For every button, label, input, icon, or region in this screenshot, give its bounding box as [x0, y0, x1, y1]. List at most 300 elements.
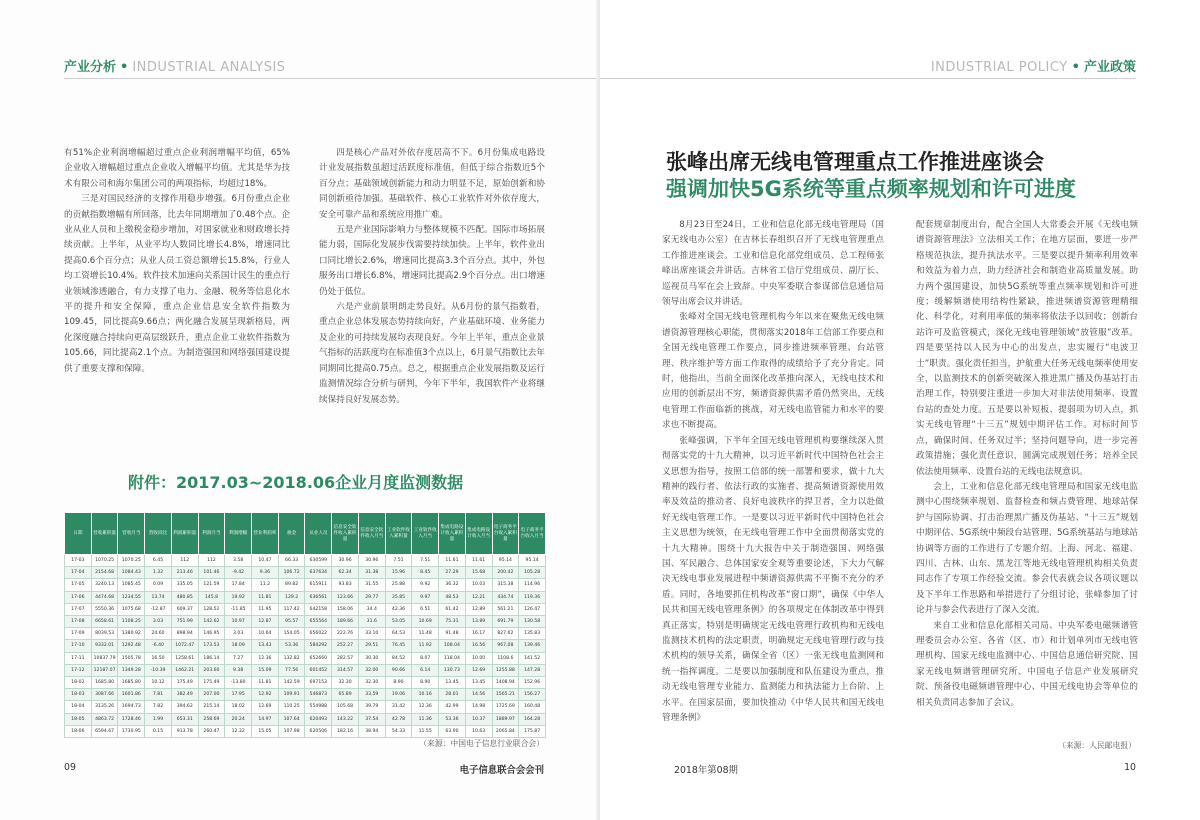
paragraph: 会上，工业和信息化部无线电管理局和国家无线电监测中心围绕频率规划、监督检查和频占费管理、地球站保护与国际协调、打击治理黑广播及伪基站、“十三五”规划中期评估、5G系统中频段台站管理、5G系统基站与地球站协调等方面的工作进行了专题介绍。上海、河北、福建、四川、吉林、山东、黑龙江等地无线电管理机构相关负责同志作了专项工作经验交流。参会代表就会议各项议题以及下半年工作思路和举措进行了分组讨论，张峰参加了讨论并与参会代表进行了深入交流。 [916, 481, 1138, 616]
table-cell: 54.33 [385, 725, 412, 737]
table-cell: 17-08 [65, 616, 92, 628]
table-cell: 6.45 [145, 555, 172, 567]
paragraph: 配套规章制度出台，配合全国人大常委会开展《无线电频谱资源管理法》立法相关工作；在地方层面，要进一步严格规范执法，提升执法水平。三是要以提升频率利用效率和效益为着力点，助力经济社会和制造业高质量发展。助力两个强国建设，加快5G系统等重点频率规划和许可进度；缓解频谱使用结构性紧缺，推进频谱资源管理精细化、科学化，对利用率低的频率将依法予以回收；创新台站许可及监管模式，深化无线电管理领域“放管服”改革。四是要坚持以人民为中心的出发点，忠实履行“电波卫士”职责。强化责任担当，护航重大任务无线电频率使用安全，以监测技术的创新突破深入推进黑广播及伪基站打击治理工作，特别要注重进一步加大对非法使用频率、设置台站的查处力度。五是要以补短板、提弱项为切入点，抓实无线电管理“十三五”规划中期评估工作。对标时间节点，确保时间、任务双过半；坚持问题导向，进一步完善政策措施；强化责任意识，圆满完成规划任务；培养全民依法使用频率、设置台站的无线电法规意识。 [916, 220, 1138, 477]
table-cell: 117.42 [278, 603, 305, 615]
table-cell: 2154.68 [91, 567, 118, 579]
table-cell: 175.49 [171, 677, 198, 689]
table-cell: 7.82 [145, 701, 172, 713]
table-cell: 65.89 [332, 689, 359, 701]
table-cell: 121.59 [198, 579, 225, 591]
table-cell: 898.94 [171, 628, 198, 640]
table-cell: 1505.78 [118, 652, 145, 664]
table-row [65, 591, 546, 603]
table-cell: 13.45 [439, 677, 466, 689]
header-rule [600, 78, 1136, 79]
table-cell: 1694.73 [118, 701, 145, 713]
table-cell: 18-06 [65, 725, 92, 737]
table-cell: 105.28 [519, 567, 546, 579]
table-cell: 1889.97 [492, 713, 519, 725]
table-cell: 12.32 [225, 725, 252, 737]
table-cell: 95.14 [492, 555, 519, 567]
table-cell: 164.28 [519, 713, 546, 725]
table-cell: 13.89 [465, 616, 492, 628]
table-cell: 5550.36 [91, 603, 118, 615]
table-cell: 146.95 [198, 628, 225, 640]
article-subtitle: 强调加快5G系统等重点频率规划和许可进度 [666, 177, 1076, 201]
table-cell: 1725.69 [492, 701, 519, 713]
table-row [65, 677, 546, 689]
table-cell: 12.69 [252, 701, 279, 713]
table-cell: 19.92 [225, 591, 252, 603]
table-cell: 827.62 [492, 628, 519, 640]
table-cell: 2065.84 [492, 725, 519, 737]
table-cell: 584292 [305, 640, 332, 652]
table-cell: 1070.25 [118, 555, 145, 567]
table-cell: 656022 [305, 628, 332, 640]
table-cell: 31.38 [358, 567, 385, 579]
table-cell: 1.32 [145, 567, 172, 579]
table-cell: 11.61 [439, 555, 466, 567]
table-cell: 12.36 [412, 701, 439, 713]
annex-title: 附件：2017.03~2018.06企业月度监测数据 [128, 473, 464, 492]
table-cell: 28.01 [439, 689, 466, 701]
table-cell: 10.00 [465, 652, 492, 664]
table-cell: 141.52 [519, 652, 546, 664]
table-cell: 260.47 [198, 725, 225, 737]
table-cell: 105.68 [332, 701, 359, 713]
table-cell: 13.43 [252, 640, 279, 652]
table-cell: 17.95 [225, 689, 252, 701]
table-cell: 697153 [305, 677, 332, 689]
table-cell: 84.52 [385, 652, 412, 664]
table-cell: 554988 [305, 701, 332, 713]
table-cell: 186.14 [198, 652, 225, 664]
paragraph: 四是核心产品对外依存度居高不下。6月份集成电路设计业发展指数虽超过活跃度标准值，但低于综合指数近5个百分点；基础领域创新能力和动力明显不足，原始创新和协同创新亟待加强。基础软件、核心工业软件对外依存度大，安全可靠产品和系统应用推广难。 [319, 148, 545, 220]
table-cell: 38.94 [358, 725, 385, 737]
table-cell: 108.04 [439, 640, 466, 652]
table-cell: 48.53 [439, 591, 466, 603]
table-cell: 1380.92 [118, 628, 145, 640]
table-cell: 135.83 [519, 628, 546, 640]
table-cell: 37.54 [358, 713, 385, 725]
table-row [65, 725, 546, 737]
table-cell: 213.46 [171, 567, 198, 579]
table-cell: 1730.95 [118, 725, 145, 737]
table-cell: 601452 [305, 664, 332, 676]
table-cell: 335.05 [171, 579, 198, 591]
table-cell: 17-12 [65, 664, 92, 676]
table-row [65, 579, 546, 591]
table-header-cell: 日期 [65, 513, 92, 555]
paragraph: 张峰对全国无线电管理机构今年以来在聚焦无线电频谱资源管理核心职能，贯彻落实2018年工信部工作要点和全国无线电管理工作要点，同步推进频率管理、台站管理、秩序维护等方面工作取得的成绩给予了充分肯定。同时，他指出，当前全面深化改革推向深入，无线电技术和应用的创新层出不穷，频谱资源供需矛盾仍然突出，无线电管理工作面临新的挑战，对无线电监管能力和水平的要求也不断提高。 [662, 312, 884, 431]
table-cell: 130.58 [519, 616, 546, 628]
table-cell: 252.27 [332, 640, 359, 652]
table-cell: 1108.6 [492, 652, 519, 664]
section-label-cn: 产业分析 [64, 60, 117, 75]
table-cell: 203.60 [198, 664, 225, 676]
table-cell: 1728.46 [118, 713, 145, 725]
table-header-cell: 营收同比 [145, 513, 172, 555]
table-cell: 10.63 [465, 725, 492, 737]
table-cell: 107.64 [278, 713, 305, 725]
table-row [65, 640, 546, 652]
table-cell: 33.10 [358, 628, 385, 640]
table-cell: -6.40 [145, 640, 172, 652]
table-cell: 139.46 [519, 640, 546, 652]
table-cell: 394.62 [171, 701, 198, 713]
table-cell: 17-05 [65, 579, 92, 591]
table-cell: 12187.07 [91, 664, 118, 676]
table-cell: 126.47 [519, 603, 546, 615]
table-cell: 0.09 [145, 579, 172, 591]
table-cell: 32.30 [332, 677, 359, 689]
table-cell: 10.12 [145, 677, 172, 689]
table-cell: 15.09 [252, 664, 279, 676]
table-cell: 18-03 [65, 689, 92, 701]
table-cell: 17-10 [65, 640, 92, 652]
table-cell: 1234.55 [118, 591, 145, 603]
table-cell: 642158 [305, 603, 332, 615]
table-header-cell: 集成电路设计收入累积量 [439, 513, 466, 555]
table-header-cell: 从业人员 [305, 513, 332, 555]
table-cell: 12.89 [465, 603, 492, 615]
table-cell: 3.58 [225, 555, 252, 567]
article-title: 张峰出席无线电管理重点工作推进座谈会 [666, 150, 1044, 174]
table-cell: 182.16 [332, 725, 359, 737]
table-cell: 62.34 [332, 567, 359, 579]
table-cell: 142.62 [198, 616, 225, 628]
paragraph: 张峰强调，下半年全国无线电管理机构要继续深入贯彻落实党的十九大精神，以习近平新时代中国特色社会主义思想为指导，按照工信部的统一部署和要求，做十九大精神的践行者、依法行政的实施者、提高频谱资源使用效率及效益的推动者、良好电波秩序的捍卫者，全力以赴做好无线电管理工作。一是要以习近平新时代中国特色社会主义思想为统领，在无线电管理工作中全面贯彻落实党的十九大精神。围绕十九大报告中关于制造强国、网络强国、军民融合、总体国家安全观等重要论述，下大力气解决无线电事业发展进程中频谱资源供需不平衡不充分的矛盾。同时，各地要抓住机构改革“窗口期”，确保《中华人民共和国无线电管理条例》的各项规定在体制改革中得到真正落实，特别是明确规定无线电管理行政机构和无线电监测技术机构的法定职责，明确规定无线电管理行政与技术机构的领导关系，确保全省（区）一张无线电监测网和统一指挥调度。二是要以加强制度和队伍建设为重点，推动无线电管理专业能力、监测能力和执法能力上台阶、上水平。在国家层面，要加快推动《中华人民共和国无线电管理条例》 [662, 435, 884, 723]
header-separator: • [1071, 60, 1080, 75]
table-cell: 16.50 [145, 652, 172, 664]
table-header-cell: 税金 [278, 513, 305, 555]
table-cell: 107.98 [278, 725, 305, 737]
header-separator: • [120, 60, 129, 75]
table-cell: 110.25 [278, 701, 305, 713]
table-cell: 8.45 [412, 567, 439, 579]
table-cell: 9332.01 [91, 640, 118, 652]
table-cell: 630599 [305, 555, 332, 567]
table-cell: 6.14 [412, 664, 439, 676]
table-cell: 9.38 [225, 664, 252, 676]
header-rule [64, 78, 600, 79]
table-cell: 17.84 [225, 579, 252, 591]
table-row [65, 701, 546, 713]
paragraph: 来自工业和信息化部相关司局、中央军委电磁频谱管理委员会办公室、各省（区、市）和计划单列市无线电管理机构、国家无线电监测中心、中国信息通信研究院、国家无线电频谱管理研究所、中国电子信息产业发展研究院、预备役电磁频谱管理中心、中国无线电协会等单位的相关负责同志参加了会议。 [916, 620, 1138, 708]
table-cell: 215.14 [198, 701, 225, 713]
table-cell: 4863.72 [91, 713, 118, 725]
table-cell: 3.03 [225, 628, 252, 640]
table-cell: 101.46 [198, 567, 225, 579]
table-cell: 66.33 [278, 555, 305, 567]
table-cell: 20.24 [225, 713, 252, 725]
table-cell: 11.81 [252, 591, 279, 603]
table-cell: 11.95 [252, 603, 279, 615]
table-cell: 17-03 [65, 555, 92, 567]
table-cell: 132.82 [278, 652, 305, 664]
table-header-cell: 利润累积量 [171, 513, 198, 555]
table-cell: 1408.94 [492, 677, 519, 689]
table-cell: 17-09 [65, 628, 92, 640]
table-cell: 615911 [305, 579, 332, 591]
table-cell: 15.05 [252, 725, 279, 737]
table-cell: 154.05 [278, 628, 305, 640]
table-cell: 130.73 [439, 664, 466, 676]
table-cell: 8.90 [385, 677, 412, 689]
page-number: 09 [64, 762, 76, 773]
table-cell: 12.69 [465, 664, 492, 676]
table-cell: 89.82 [278, 579, 305, 591]
table-cell: 189.66 [332, 616, 359, 628]
table-header-cell: 利润月当 [198, 513, 225, 555]
table-cell: 9.97 [412, 591, 439, 603]
table-cell: 12.87 [252, 616, 279, 628]
right-page-header [931, 56, 1136, 74]
table-cell: 118.04 [439, 652, 466, 664]
table-cell: 15.68 [465, 567, 492, 579]
table-cell: 106.72 [278, 567, 305, 579]
table-cell: 7.27 [225, 652, 252, 664]
table-cell: 10.69 [412, 616, 439, 628]
table-cell: 12.21 [465, 591, 492, 603]
table-cell: 29.77 [358, 591, 385, 603]
table-cell: 156.27 [519, 689, 546, 701]
table-cell: -10.39 [145, 664, 172, 676]
table-cell: 53.36 [439, 713, 466, 725]
paragraph: 五是产业国际影响力与整体规模不匹配。国际市场拓展能力弱，国际化发展步伐需要持续加快。上半年，软件业出口同比增长2.6%，增速同比提高3.3个百分点。其中，外包服务出口增长6.8%，增速同比提高2.9个百分点。出口增速仍处于低位。 [319, 225, 545, 297]
table-cell: 7.51 [385, 555, 412, 567]
section-label-en: INDUSTRIAL POLICY [930, 60, 1068, 75]
table-body [65, 555, 546, 738]
table-cell: 128.52 [198, 603, 225, 615]
table-cell: 33.59 [358, 689, 385, 701]
table-cell: 19.06 [385, 689, 412, 701]
table-cell: 32.00 [358, 664, 385, 676]
table-cell: 42.36 [385, 603, 412, 615]
monitoring-data-table [64, 512, 546, 738]
table-cell: 14.56 [465, 689, 492, 701]
table-cell: 29.51 [358, 640, 385, 652]
left-column-2 [319, 146, 545, 408]
table-cell: 13.45 [465, 677, 492, 689]
table-cell: 13.74 [145, 591, 172, 603]
table-row [65, 628, 546, 640]
table-header-row [65, 513, 546, 555]
table-cell: 18-02 [65, 677, 92, 689]
table-cell: 11.81 [252, 677, 279, 689]
table-row [65, 603, 546, 615]
table-cell: 53.36 [278, 640, 305, 652]
table-cell: 282.57 [332, 652, 359, 664]
table-cell: 27.29 [439, 567, 466, 579]
table-cell: 8.90 [412, 677, 439, 689]
table-cell: 655564 [305, 616, 332, 628]
table-cell: 158.06 [332, 603, 359, 615]
table-cell: 6594.67 [91, 725, 118, 737]
table-header-cell: 电子商务平台收入累积量 [492, 513, 519, 555]
right-column-2 [916, 218, 1138, 711]
table-row [65, 567, 546, 579]
table-cell: 25.88 [385, 579, 412, 591]
table-cell: 129.2 [278, 591, 305, 603]
table-cell: 12.36 [252, 652, 279, 664]
table-cell: 1085.45 [118, 579, 145, 591]
table-cell: -9.42 [225, 567, 252, 579]
table-cell: 620493 [305, 713, 332, 725]
table-cell: 3087.66 [91, 689, 118, 701]
table-cell: 114.96 [519, 579, 546, 591]
paragraph: 8月23日至24日，工业和信息化部无线电管理局（国家无线电办公室）在吉林长春组织召开了无线电管理重点工作推进座谈会。工业和信息化部党组成员、总工程师张峰出席座谈会并讲话。吉林省工信厅党组成员、副厅长、巡视员马军在会上致辞。中央军委联合参谋部信息通信局领导出席会议并讲话。 [662, 220, 884, 308]
table-cell: 17-11 [65, 652, 92, 664]
table-cell: 11.48 [412, 628, 439, 640]
table-cell: 315.38 [492, 579, 519, 591]
table-cell: 11.36 [412, 713, 439, 725]
table-cell: 109.91 [278, 689, 305, 701]
table-cell: 207.00 [198, 689, 225, 701]
table-cell: 147.28 [519, 664, 546, 676]
table-cell: 434.74 [492, 591, 519, 603]
table-header-cell: 集成电路设计收入月当 [465, 513, 492, 555]
table-cell: 1075.68 [118, 603, 145, 615]
section-label-en: INDUSTRIAL ANALYSIS [132, 60, 286, 75]
table-header-cell: 营收月当 [118, 513, 145, 555]
table-cell: 10837.79 [91, 652, 118, 664]
table-cell: 561.21 [492, 603, 519, 615]
table-cell: 3240.13 [91, 579, 118, 591]
table-cell: 1255.88 [492, 664, 519, 676]
table-cell: 8.07 [412, 652, 439, 664]
table-cell: 12.92 [252, 689, 279, 701]
paragraph: 三是对国民经济的支撑作用稳步增强。6月份重点企业的贡献指数增幅有所回落，比去年同期增加了0.48个点。企业从业人员和上缴税金稳步增加，对国家就业和财政增长持续贡献。上半年，从业平均人数同比增长4.8%，增速同比提高0.6个百分点；从业人员工资总额增长15.8%，行业人均工资增长10.4%。软件技术加速向关系国计民生的重点行业领域渗透融合，有力支撑了电力、金融、税务等信息化水平的提升和安全保障，重点企业信息安全软件指数为109.45，同比提高9.66点；两化融合发展呈现新格局，两化深度融合持续向更高层级跃升，重点企业工业软件指数为105.66，同比提高2.1个点。为制造强国和网络强国建设提供了重要支撑和保障。 [64, 194, 290, 374]
table-cell: 30.96 [358, 555, 385, 567]
table-cell: 34.4 [358, 603, 385, 615]
table-cell: 480.85 [171, 591, 198, 603]
table-cell: 31.6 [358, 616, 385, 628]
table-cell: 546873 [305, 689, 332, 701]
table-cell: 1685.80 [91, 677, 118, 689]
table-cell: 10.47 [252, 555, 279, 567]
table-cell: 200.42 [492, 567, 519, 579]
table-cell: 258.69 [198, 713, 225, 725]
table-cell: 90.66 [385, 664, 412, 676]
left-column-1 [64, 146, 290, 377]
table-cell: 620506 [305, 725, 332, 737]
table-cell: 17-07 [65, 603, 92, 615]
table-cell: 10.16 [412, 689, 439, 701]
table-cell: 1.99 [145, 713, 172, 725]
paragraph: 有51%企业利润增幅超过重点企业利润增幅平均值，65%企业收入增幅超过重点企业收入增幅平均值。尤其是华为技术有限公司和海尔集团公司的两项指标，均超过18%。 [64, 148, 290, 189]
table-row [65, 555, 546, 567]
paragraph: 六是产业前景明朗走势良好。从6月份的景气指数看，重点企业总体发展态势持续向好，产业基础环境、业务能力及企业的可持续发展均表现良好。今年上半年，重点企业景气指标的活跃度均在标准值3个点以上，6月景气指数比去年同期同比提高0.75点。总之，根据重点企业发展指数及运行监测情况综合分析与研判，今年下半年，我国软件产业将继续保持良好发展态势。 [319, 302, 545, 405]
table-cell: 39.79 [358, 701, 385, 713]
table-cell: 16.56 [465, 640, 492, 652]
table-header-cell: 信息安全软件收入累积量 [332, 513, 359, 555]
table-cell: 17-06 [65, 591, 92, 603]
table-cell: 8039.53 [91, 628, 118, 640]
table-cell: 32.30 [358, 677, 385, 689]
table-cell: 751.99 [171, 616, 198, 628]
table-cell: 75.31 [439, 616, 466, 628]
table-cell: 18.02 [225, 701, 252, 713]
table-cell: 24.60 [145, 628, 172, 640]
table-cell: 314.57 [332, 664, 359, 676]
table-cell: 95.14 [519, 555, 546, 567]
table-cell: 653.31 [171, 713, 198, 725]
table-header-cell: 营收累积量 [91, 513, 118, 555]
table-cell: 4474.68 [91, 591, 118, 603]
table-cell: 53.05 [385, 616, 412, 628]
table-cell: -12.87 [145, 603, 172, 615]
table-cell: 175.49 [198, 677, 225, 689]
table-row [65, 616, 546, 628]
table-row [65, 713, 546, 725]
table-cell: 652660 [305, 652, 332, 664]
table-cell: 160.48 [519, 701, 546, 713]
table-cell: 30.30 [358, 652, 385, 664]
table-cell: 11.92 [412, 640, 439, 652]
table-cell: 91.48 [439, 628, 466, 640]
table-cell: 16.17 [465, 628, 492, 640]
section-label-cn: 产业政策 [1083, 60, 1136, 75]
table-cell: 967.08 [492, 640, 519, 652]
table-cell: 152.96 [519, 677, 546, 689]
table-cell: 35.85 [385, 591, 412, 603]
table-header-cell: 工业软件收入累积量 [385, 513, 412, 555]
table-cell: 0.15 [145, 725, 172, 737]
table-cell: 42.99 [439, 701, 466, 713]
table-cell: 112 [171, 555, 198, 567]
table-cell: 1601.86 [118, 689, 145, 701]
table-header-cell: 利润增幅 [225, 513, 252, 555]
left-page-header [64, 56, 286, 74]
table-cell: 10.03 [465, 579, 492, 591]
table-cell: 7.51 [412, 555, 439, 567]
table-cell: 636561 [305, 591, 332, 603]
source-note: （来源：人民邮电报） [1058, 741, 1136, 750]
table-cell: 42.78 [385, 713, 412, 725]
table-header-cell: 信息安全软件收入月当 [358, 513, 385, 555]
table-cell: 93.83 [332, 579, 359, 591]
table-cell: 10.37 [465, 713, 492, 725]
table-cell: 609.37 [171, 603, 198, 615]
table-cell: 10.64 [252, 628, 279, 640]
table-cell: 6.51 [412, 603, 439, 615]
table-cell: 112 [198, 555, 225, 567]
table-row [65, 652, 546, 664]
table-cell: 18-04 [65, 701, 92, 713]
table-cell: 145.8 [198, 591, 225, 603]
table-cell: 123.66 [332, 591, 359, 603]
page-number: 10 [1124, 762, 1136, 773]
issue-label: 2018年第08期 [674, 765, 738, 776]
table-row [65, 689, 546, 701]
table-cell: 11.55 [412, 725, 439, 737]
table-cell: 1565.21 [492, 689, 519, 701]
table-cell: -11.85 [225, 603, 252, 615]
table-cell: 76.45 [385, 640, 412, 652]
table-header-cell: 电子商务平台收入月当 [519, 513, 546, 555]
source-note: （来源：中国电子信息行业联合会） [419, 739, 544, 748]
table-cell: 913.78 [171, 725, 198, 737]
table-cell: 1108.25 [118, 616, 145, 628]
table-cell: 9.36 [252, 567, 279, 579]
table-cell: 222.76 [332, 628, 359, 640]
table-cell: 3.03 [145, 616, 172, 628]
table-header-cell: 工业软件收入月当 [412, 513, 439, 555]
table-row [65, 664, 546, 676]
table-header-cell: 营业利润率 [252, 513, 279, 555]
table-cell: 63.90 [439, 725, 466, 737]
